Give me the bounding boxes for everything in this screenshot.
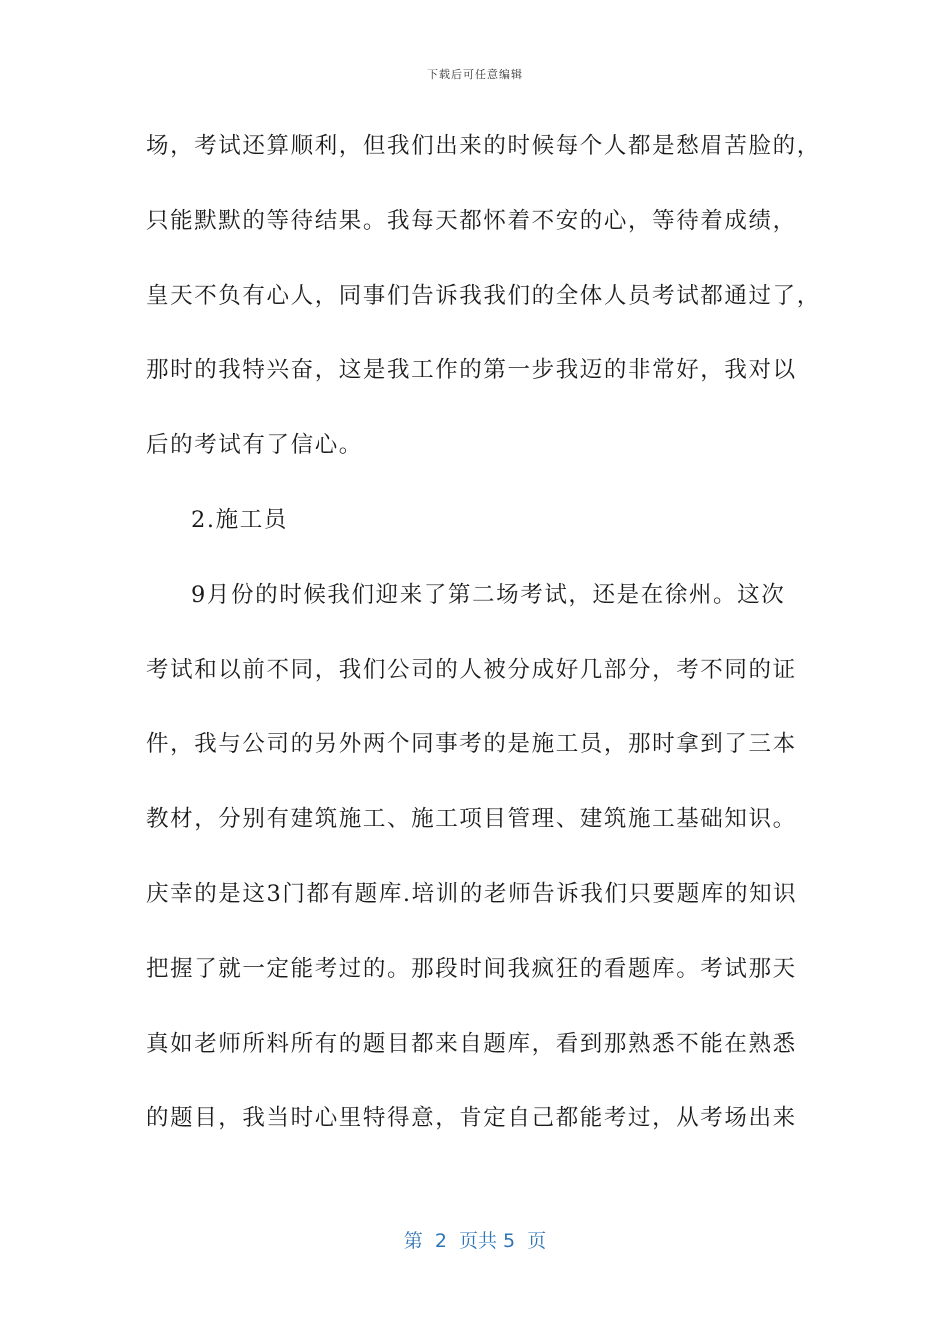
page-number-footer: 第 2 页共 5 页	[403, 1230, 547, 1252]
paragraph-line: 教材，分别有建筑施工、施工项目管理、建筑施工基础知识。	[146, 806, 797, 833]
paragraph-line: 把握了就一定能考过的。那段时间我疯狂的看题库。考试那天	[146, 955, 797, 982]
paragraph-line: 场，考试还算顺利，但我们出来的时候每个人都是愁眉苦脸的，	[146, 133, 821, 159]
paragraph-line: 9月份的时候我们迎来了第二场考试，还是在徐州。这次	[191, 581, 786, 608]
paragraph-line: 只能默默的等待结果。我每天都怀着不安的心，等待着成绩，	[146, 207, 797, 234]
section-heading: 2.施工员	[191, 506, 288, 533]
paragraph-line: 考试和以前不同，我们公司的人被分成好几部分，考不同的证	[146, 656, 797, 683]
paragraph-line: 后的考试有了信心。	[146, 432, 363, 459]
paragraph-line: 真如老师所料所有的题目都来自题库，看到那熟悉不能在熟悉	[146, 1030, 797, 1057]
paragraph-line: 的题目，我当时心里特得意，肯定自己都能考过，从考场出来	[146, 1105, 797, 1132]
paragraph-line: 庆幸的是这3门都有题库.培训的老师告诉我们只要题库的知识	[146, 880, 798, 907]
paragraph-line: 件，我与公司的另外两个同事考的是施工员，那时拿到了三本	[146, 731, 797, 758]
paragraph-line: 那时的我特兴奋，这是我工作的第一步我迈的非常好，我对以	[146, 357, 797, 384]
paragraph-line: 皇天不负有心人，同事们告诉我我们的全体人员考试都通过了，	[146, 282, 821, 309]
document-body	[146, 126, 821, 1173]
header-note: 下载后可任意编辑	[427, 68, 523, 81]
